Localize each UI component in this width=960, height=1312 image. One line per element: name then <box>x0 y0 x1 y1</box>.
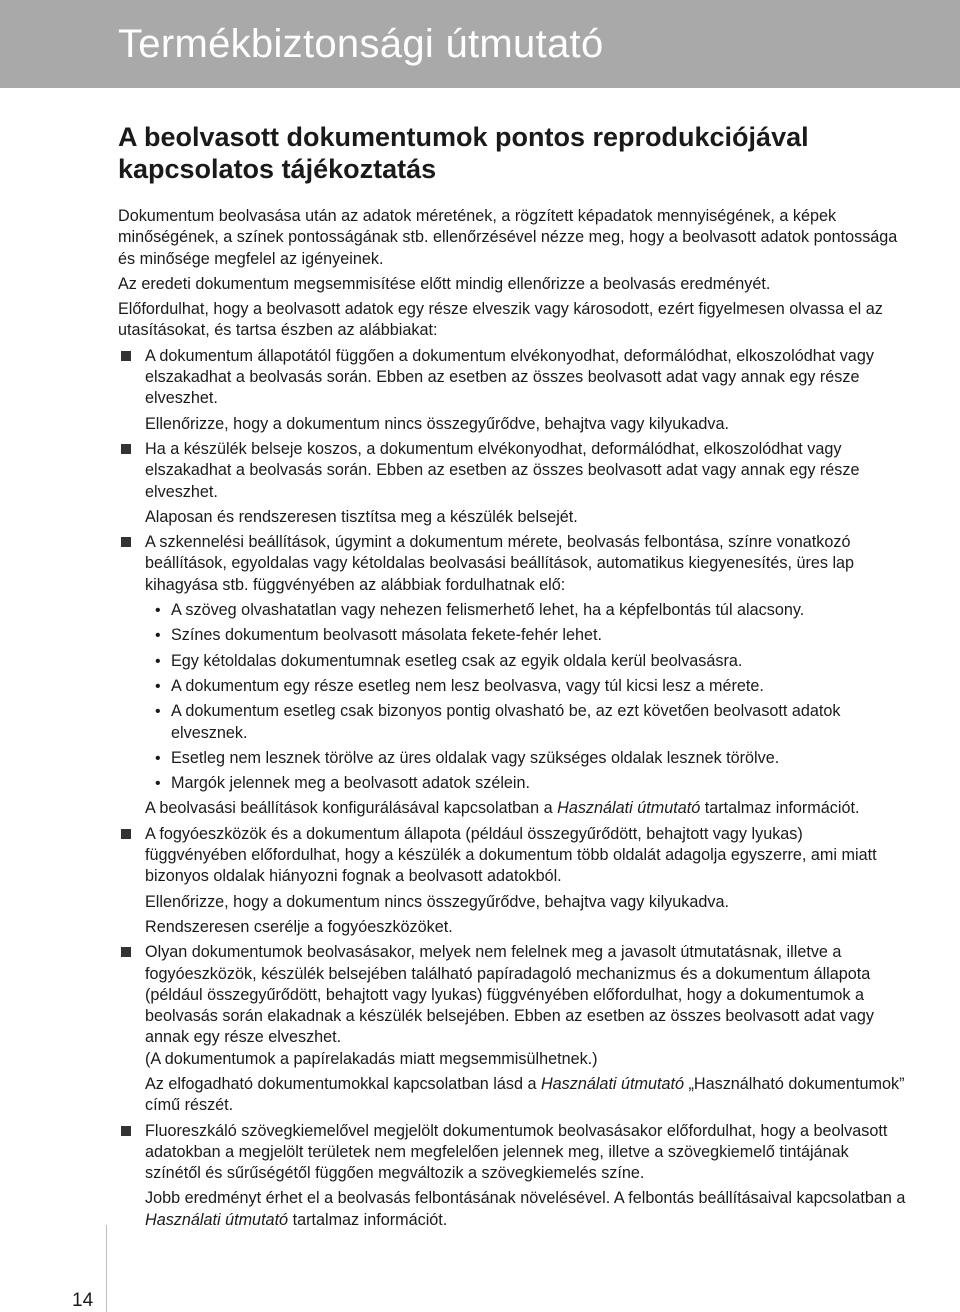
main-content <box>118 121 908 1235</box>
note-text: A beolvasási beállítások konfigurálásával kapcsolatban a <box>145 799 558 818</box>
manual-reference: Használati útmutató <box>145 1210 289 1229</box>
sub-item <box>145 701 908 744</box>
square-bullet-icon <box>121 829 131 839</box>
dot-bullet-icon: • <box>155 775 161 793</box>
page-title: Termékbiztonsági útmutató <box>118 22 604 66</box>
bullet-note <box>145 1188 908 1231</box>
bullet-text: Fluoreszkáló szövegkiemelővel megjelölt dokumentumok beolvasásakor előfordulhat, hogy a beolvasott adatokban a megjelölt területek nem megfelelően jelennek meg, illetve a szövegkiemelő tintájának színétől és sűrűségétől függően megváltozik a szövegkiemelés színe. <box>145 1121 888 1183</box>
square-bullet-icon <box>121 537 131 547</box>
manual-reference: Használati útmutató <box>540 1074 685 1093</box>
note-text: Jobb eredményt érhet el a beolvasás felbontásának növelésével. A felbontás beállításaival kapcsolatban a <box>145 1189 906 1208</box>
note-text: tartalmaz információt. <box>700 799 860 818</box>
check-paragraph: Az eredeti dokumentum megsemmisítése előtt mindig ellenőrizze a beolvasás eredményét. <box>118 274 771 293</box>
bullet-note: Rendszeresen cserélje a fogyóeszközöket. <box>145 917 453 936</box>
bullet-item-dirty-machine <box>118 439 908 528</box>
bullet-item-scan-settings <box>118 532 908 820</box>
bullet-text: Olyan dokumentumok beolvasásakor, melyek nem felelnek meg a javasolt útmutatásnak, illetve a fogyóeszközök, készülék belsejében található papíradagoló mechanizmus és a dokumentum állapota (például összegyűrődött, behajtott vagy lyukas) függvényében előfordulhat, hogy a dokumentumok a beolvasás során elakadnak a készülék belsejében. Ebben az esetben az összes beolvasott adat vagy annak egy része elveszhet. <box>145 943 874 1047</box>
bullet-text: A szkennelési beállítások, úgymint a dokumentum mérete, beolvasás felbontása, színre vonatkozó beállítások, egyoldalas vagy kétoldalas beolvasási beállítások, automatikus kiegyenesítés, üres lap kihagyása stb. függvényében az alábbiak fordulhatnak elő: <box>145 533 855 594</box>
square-bullet-icon <box>121 351 131 361</box>
dot-bullet-icon: • <box>155 652 161 670</box>
sub-item <box>145 676 908 697</box>
note-text: „Használható dokumentumok” című részét. <box>145 1074 905 1115</box>
dot-bullet-icon: • <box>155 627 161 645</box>
sub-item-text: Egy kétoldalas dokumentumnak esetleg csak az egyik oldala kerül beolvasásra. <box>171 651 743 670</box>
sub-list <box>145 600 908 794</box>
margin-rule <box>106 1225 107 1312</box>
bullet-note <box>145 1074 908 1117</box>
page-number: 14 <box>72 1290 94 1311</box>
sub-item-text: Színes dokumentum beolvasott másolata fekete-fehér lehet. <box>171 626 603 645</box>
bullet-note: Ellenőrizze, hogy a dokumentum nincs összegyűrődve, behajtva vagy kilyukadva. <box>145 892 729 911</box>
sub-item-text: Margók jelennek meg a beolvasott adatok szélein. <box>171 774 531 793</box>
sub-item <box>145 600 908 621</box>
dot-bullet-icon: • <box>155 602 161 620</box>
bullet-item-highlighter <box>118 1121 908 1231</box>
warning-paragraph: Előfordulhat, hogy a beolvasott adatok egy része elveszik vagy károsodott, ezért figyelmesen olvassa el az utasításokat, és tartsa észben az alábbiakat: <box>118 300 883 340</box>
title-bar <box>0 0 960 88</box>
section-heading <box>118 121 908 185</box>
bullet-text: A dokumentum állapotától függően a dokumentum elvékonyodhat, deformálódhat, elkoszolódhat vagy elszakadhat a beolvasás során. Ebben az esetben az összes beolvasott adat vagy annak egy része elveszhet. <box>145 346 874 408</box>
dot-bullet-icon: • <box>155 749 161 767</box>
square-bullet-icon <box>121 1126 131 1136</box>
bullet-text: A fogyóeszközök és a dokumentum állapota (például összegyűrődött, behajtott vagy lyukas) függvényében előfordulhat, hogy a készülék a dokumentum több oldalát adagolja egyszerre, ami miatt bizonyos oldalak hiányozni fognak a beolvasott adatokból. <box>145 824 877 886</box>
bullet-text: Ha a készülék belseje koszos, a dokumentum elvékonyodhat, deformálódhat, elkoszolódhat vagy elszakadhat a beolvasás során. Ebben az esetben az összes beolvasott adat vagy annak egy része elveszhet. <box>145 439 860 501</box>
bullet-item-consumables <box>118 824 908 938</box>
sub-item-text: A dokumentum esetleg csak bizonyos pontig olvasható be, az ezt követően beolvasott adatok elvesznek. <box>171 702 841 742</box>
bullet-note: Ellenőrizze, hogy a dokumentum nincs összegyűrődve, behajtva vagy kilyukadva. <box>145 414 729 433</box>
sub-item-text: A dokumentum egy része esetleg nem lesz beolvasva, vagy túl kicsi lesz a mérete. <box>171 676 764 695</box>
note-text: tartalmaz információt. <box>288 1210 448 1229</box>
square-bullet-icon <box>121 947 131 957</box>
dot-bullet-icon: • <box>155 703 161 721</box>
bullet-list <box>118 346 908 1231</box>
sub-item-text: Esetleg nem lesznek törölve az üres oldalak vagy szükséges oldalak lesznek törölve. <box>171 748 780 767</box>
section-heading-line1: A beolvasott dokumentumok pontos reprodukciójával <box>118 122 809 152</box>
bullet-note: Alaposan és rendszeresen tisztítsa meg a készülék belsejét. <box>145 507 578 526</box>
square-bullet-icon <box>121 444 131 454</box>
bullet-note <box>145 798 908 819</box>
sub-item-text: A szöveg olvashatatlan vagy nehezen felismerhető lehet, ha a képfelbontás túl alacsony. <box>171 601 805 620</box>
note-text: Az elfogadható dokumentumokkal kapcsolatban lásd a <box>145 1074 541 1093</box>
sub-item <box>145 651 908 672</box>
manual-reference: Használati útmutató <box>557 799 701 818</box>
bullet-text-continued: (A dokumentumok a papírelakadás miatt megsemmisülhetnek.) <box>145 1049 598 1068</box>
bullet-item-document-condition <box>118 346 908 435</box>
dot-bullet-icon: • <box>155 677 161 695</box>
sub-item <box>145 748 908 769</box>
sub-item <box>145 625 908 646</box>
bullet-item-paper-jam <box>118 942 908 1116</box>
intro-paragraph: Dokumentum beolvasása után az adatok méretének, a rögzített képadatok mennyiségének, a képek minőségének, a színek pontosságának stb. ellenőrzésével nézze meg, hogy a beolvasott adatok pontossága és minősége megfelel az igényeinek. <box>118 207 898 268</box>
section-heading-line2: kapcsolatos tájékoztatás <box>118 154 437 184</box>
sub-item <box>145 773 908 794</box>
